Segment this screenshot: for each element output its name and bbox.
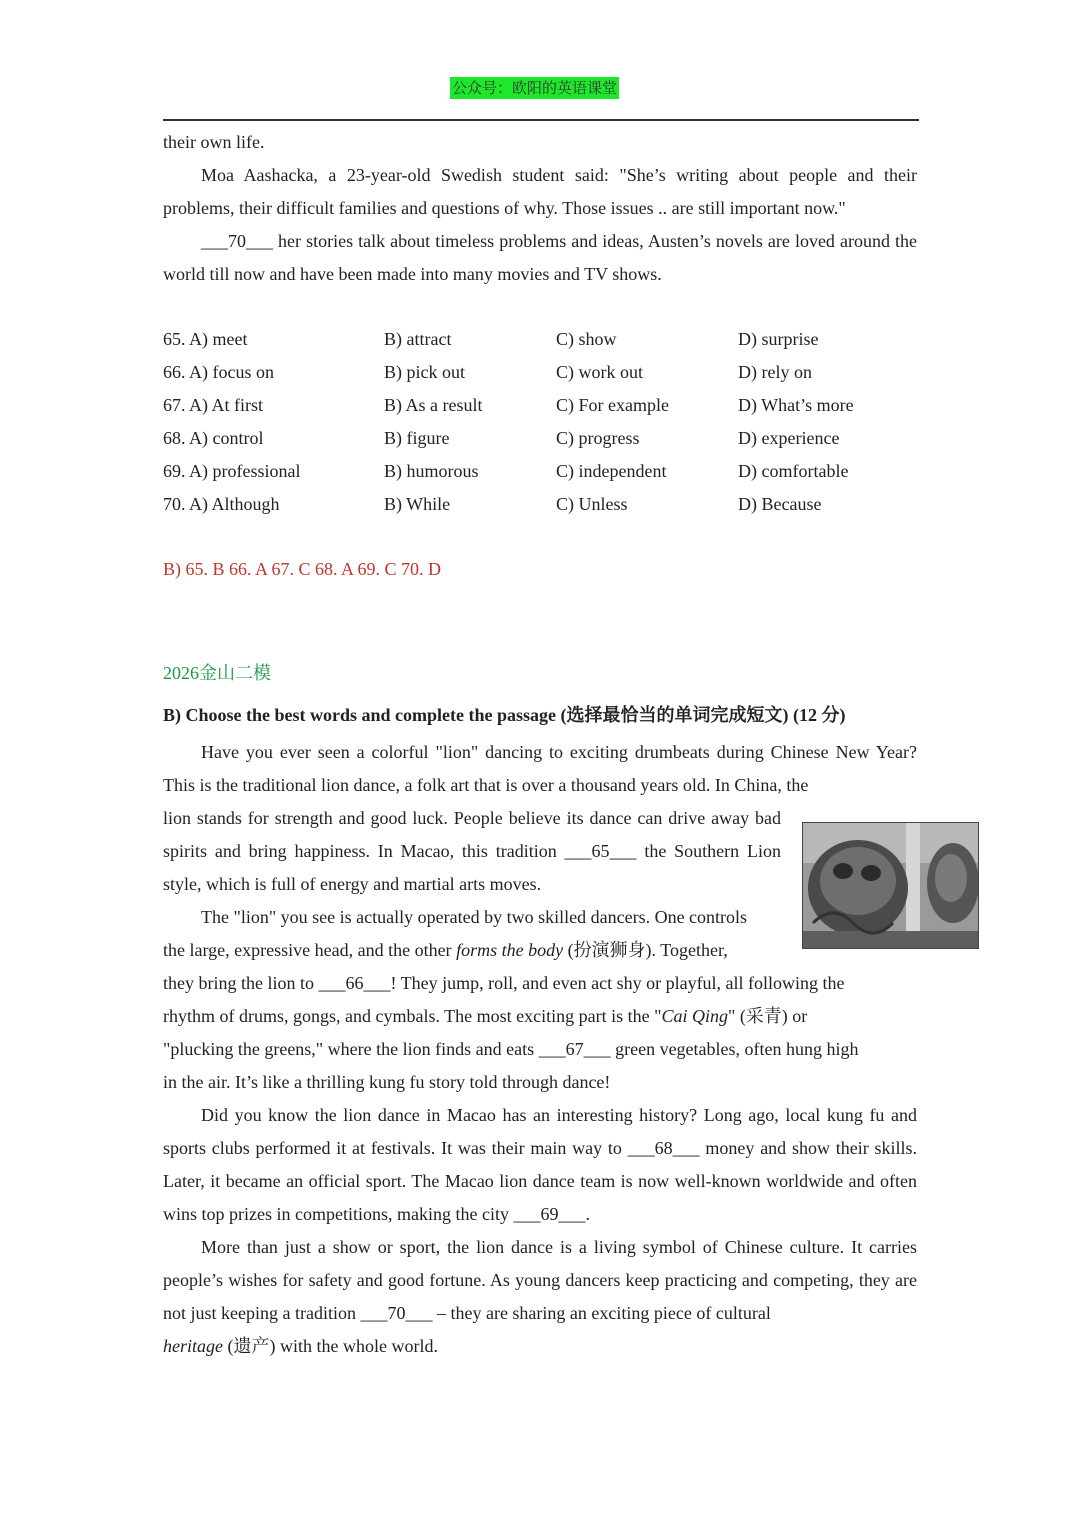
- passage-line: [163, 1000, 917, 1033]
- option-row-69: [163, 455, 923, 488]
- option-c: C) For example: [556, 395, 669, 415]
- passage-line: [163, 1330, 917, 1363]
- text-run: " (采青) or: [727, 1006, 808, 1026]
- passage-line: they bring the lion to ___66___! They jump, roll, and even act shy or playful, all following the: [163, 973, 845, 993]
- option-row-65: [163, 323, 923, 356]
- option-d: D) comfortable: [738, 461, 849, 481]
- option-a: 67. A) At first: [163, 395, 264, 415]
- option-c: C) work out: [556, 362, 643, 382]
- passage-line: in the air. It’s like a thrilling kung fu story told through dance!: [163, 1072, 611, 1092]
- passage-paragraph: lion stands for strength and good luck. People believe its dance can drive away bad spirits and bring happiness. In Macao, this tradition ___65___ the Southern Lion style, which is full of energy and martial arts moves.: [163, 808, 781, 894]
- text-run: the large, expressive head, and the other: [163, 940, 457, 960]
- header-divider: [163, 119, 919, 121]
- option-c: C) independent: [556, 461, 667, 481]
- passage-paragraph: Moa Aashacka, a 23-year-old Swedish student said: "She’s writing about people and their problems, their difficult families and questions of why. Those issues .. are still important now.": [163, 165, 917, 218]
- header-tag: 公众号：欧阳的英语课堂: [452, 79, 618, 97]
- text-run: (扮演狮身). Together,: [563, 940, 728, 960]
- option-c: C) Unless: [556, 494, 628, 514]
- lion-dance-photo-graphic: [803, 823, 978, 948]
- option-b: B) As a result: [384, 395, 483, 415]
- passage-paragraph: Did you know the lion dance in Macao has an interesting history? Long ago, local kung fu and sports clubs performed it at festivals. It was their main way to ___68___ money and show their skills. Later, it became an official sport. The Macao lion dance team is now well-known worldwide and often wins top prizes in competitions, making the city ___69___.: [163, 1105, 917, 1224]
- option-d: D) Because: [738, 494, 822, 514]
- option-a: 66. A) focus on: [163, 362, 274, 382]
- option-b: B) humorous: [384, 461, 479, 481]
- emphasis-text: heritage: [163, 1336, 223, 1356]
- passage-line: their own life.: [163, 132, 265, 152]
- passage-continuation: [163, 126, 917, 291]
- option-d: D) experience: [738, 428, 840, 448]
- emphasis-text: forms the body: [456, 940, 564, 960]
- option-row-68: [163, 422, 923, 455]
- option-c: C) progress: [556, 428, 640, 448]
- passage-paragraph: More than just a show or sport, the lion dance is a living symbol of Chinese culture. It carries people’s wishes for safety and good fortune. As young dancers keep practicing and competing, they are not just keeping a tradition ___70___ – they are sharing an exciting piece of cultural: [163, 1237, 917, 1323]
- option-c: C) show: [556, 329, 617, 349]
- section-source-tag: 2026金山二模: [163, 663, 271, 683]
- emphasis-text: Cai Qing: [661, 1006, 728, 1026]
- passage-paragraph: ___70___ her stories talk about timeless problems and ideas, Austen’s novels are loved around the world till now and have been made into many movies and TV shows.: [163, 231, 917, 284]
- option-a: 70. A) Although: [163, 494, 280, 514]
- passage-paragraph: The "lion" you see is actually operated by two skilled dancers. One controls: [201, 907, 748, 927]
- option-b: B) attract: [384, 329, 452, 349]
- option-b: B) While: [384, 494, 451, 514]
- option-b: B) figure: [384, 428, 450, 448]
- option-d: D) What’s more: [738, 395, 854, 415]
- answer-key: B) 65. B 66. A 67. C 68. A 69. C 70. D: [163, 559, 442, 579]
- passage-line: "plucking the greens," where the lion finds and eats ___67___ green vegetables, often hung high: [163, 1039, 859, 1059]
- section-title: B) Choose the best words and complete the passage (选择最恰当的单词完成短文) (12 分): [163, 705, 846, 725]
- option-row-70: [163, 488, 923, 521]
- option-b: B) pick out: [384, 362, 465, 382]
- option-a: 65. A) meet: [163, 329, 248, 349]
- option-a: 69. A) professional: [163, 461, 301, 481]
- text-run: (遗产) with the whole world.: [223, 1336, 438, 1356]
- options-table: [163, 323, 923, 521]
- option-d: D) surprise: [738, 329, 819, 349]
- passage-line: [163, 934, 781, 967]
- lion-dance-photo: [802, 822, 979, 949]
- option-row-67: [163, 389, 923, 422]
- option-d: D) rely on: [738, 362, 812, 382]
- option-row-66: [163, 356, 923, 389]
- text-run: rhythm of drums, gongs, and cymbals. The most exciting part is the ": [163, 1006, 662, 1026]
- passage-paragraph: Have you ever seen a colorful "lion" dancing to exciting drumbeats during Chinese New Year? This is the traditional lion dance, a folk art that is over a thousand years old. In China, the: [163, 742, 917, 795]
- option-a: 68. A) control: [163, 428, 264, 448]
